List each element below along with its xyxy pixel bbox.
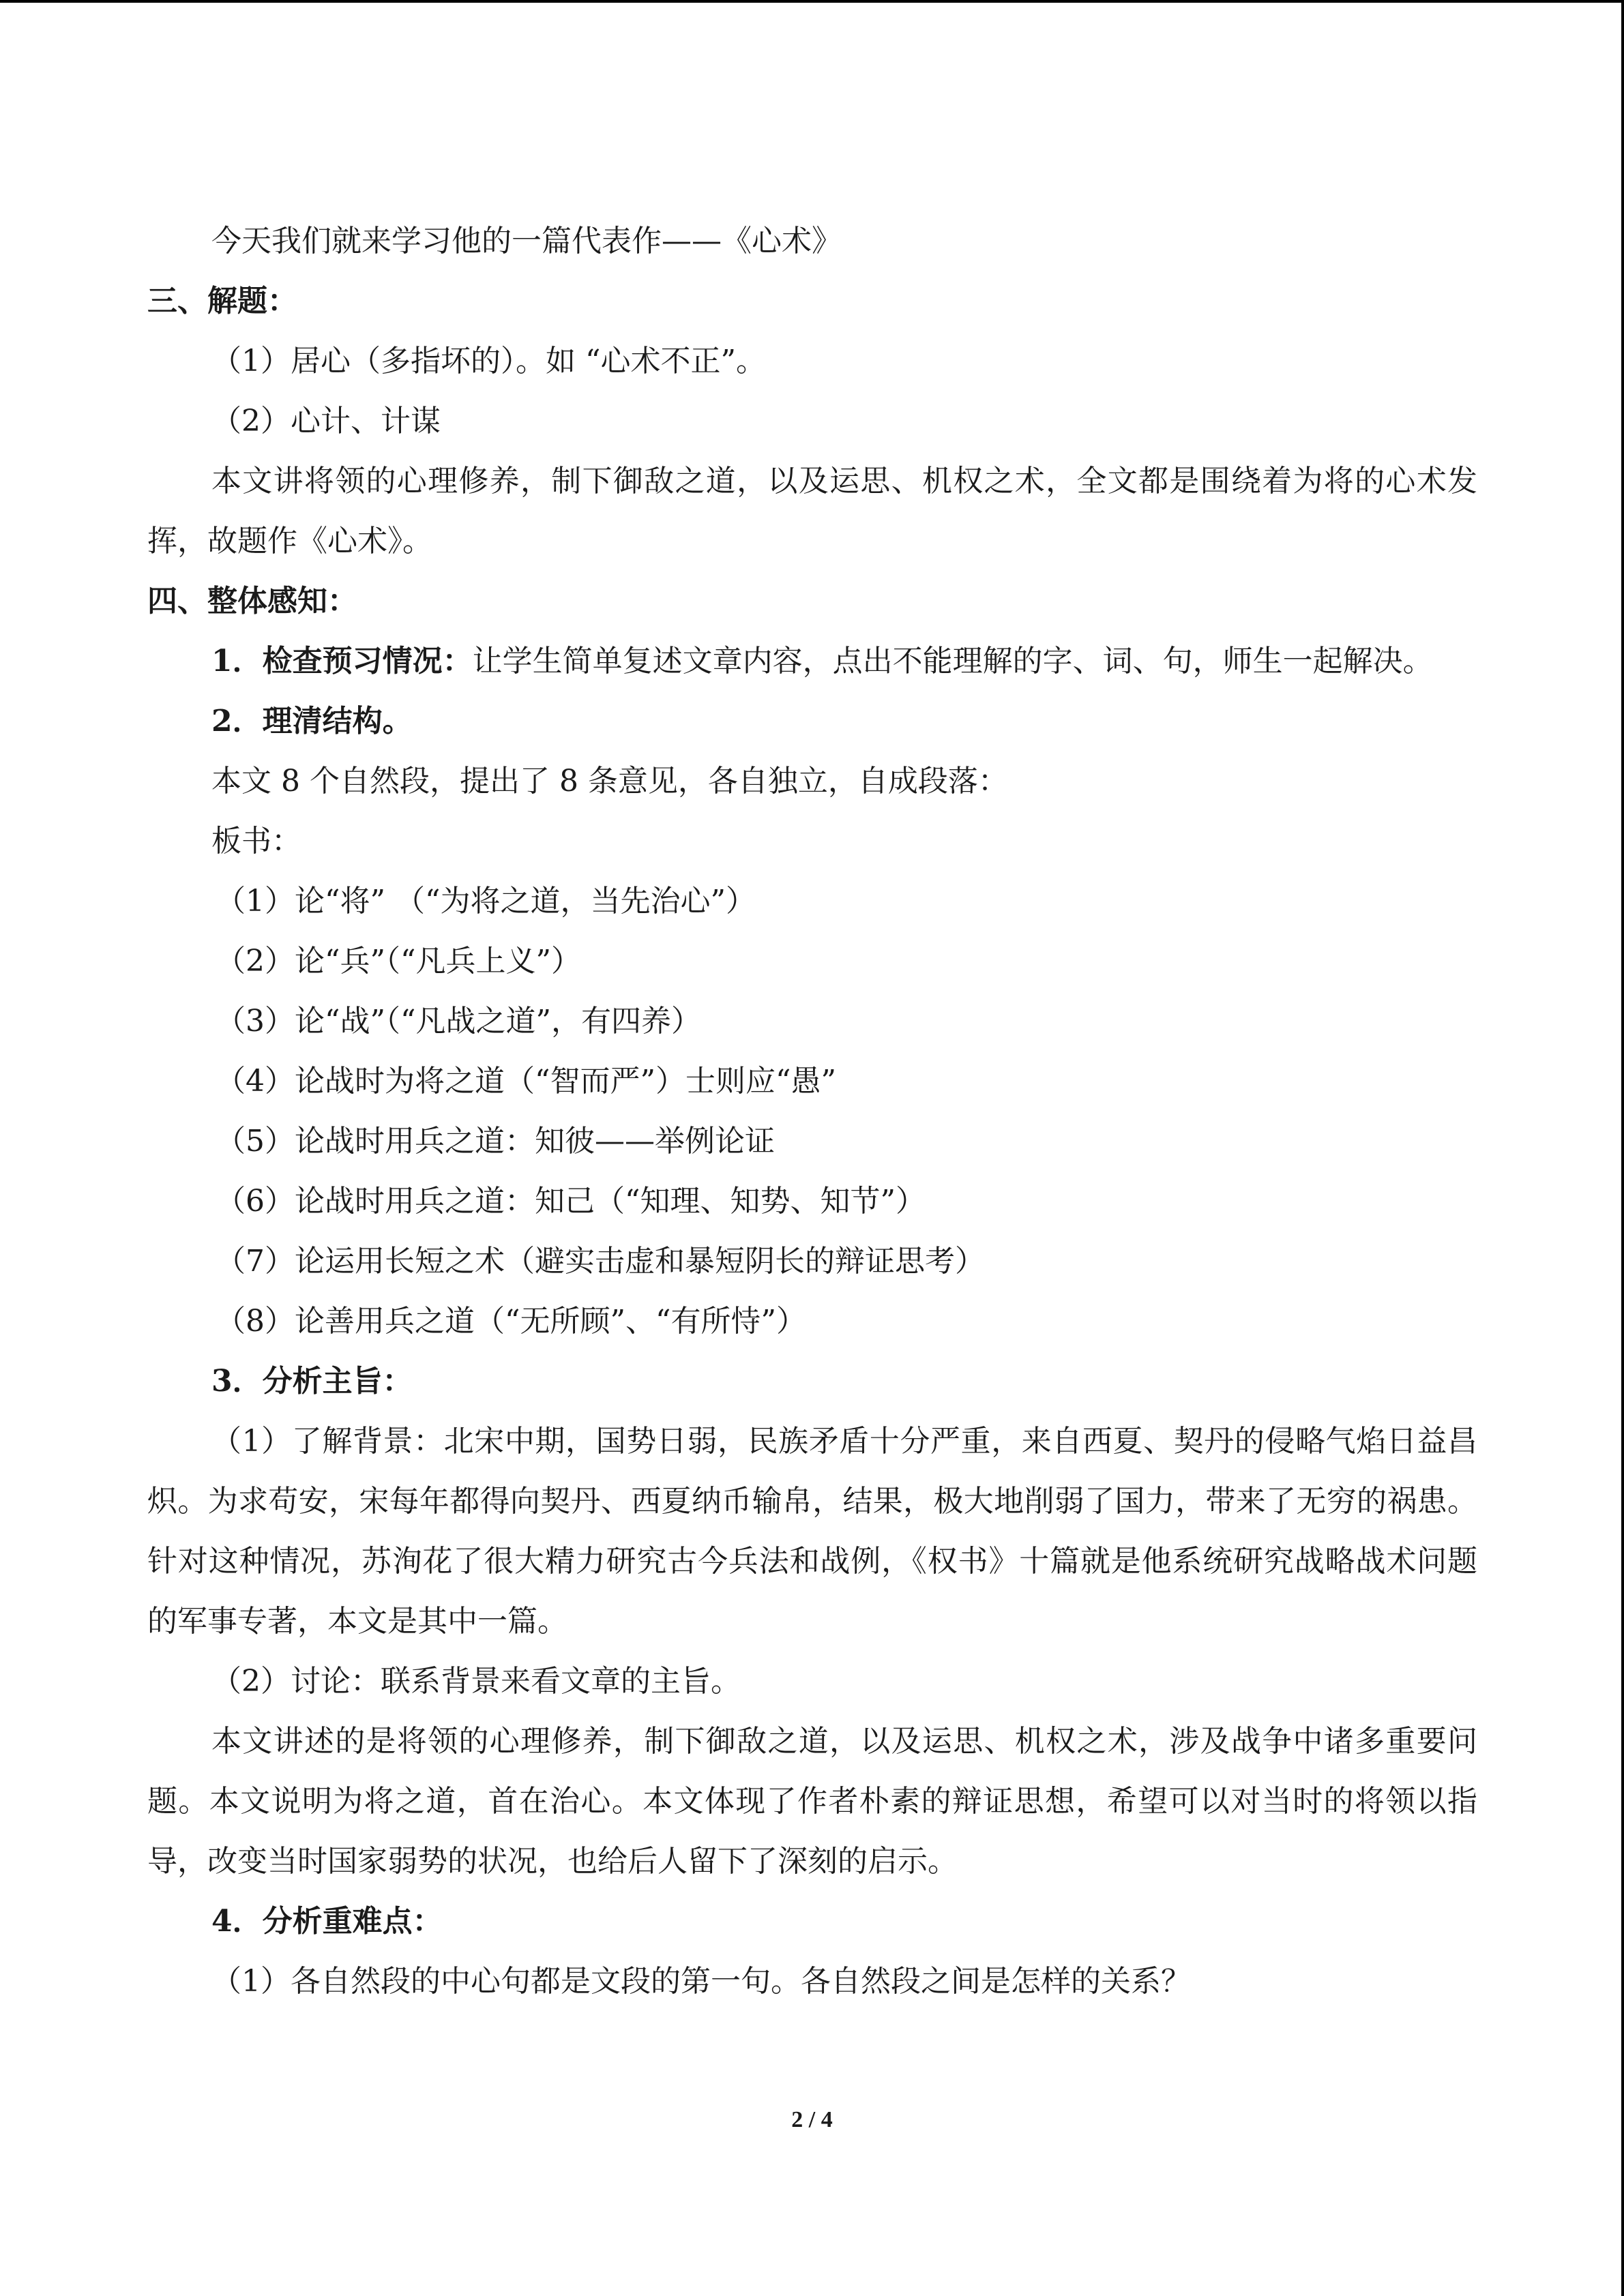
- title-explanation: 本文讲将领的心理修养，制下御敌之道，以及运思、机权之术，全文都是围绕着为将的心术发挥，故题作《心术》。: [147, 464, 1477, 558]
- blackboard-label: 板书：: [211, 824, 301, 859]
- step-4-heading: 4．分析重难点：: [211, 1904, 443, 1939]
- outline-item-4: （4）论战时为将之道（“智而严”）士则应“愚”: [216, 1064, 836, 1099]
- page-number: 2 / 4: [791, 2107, 833, 2132]
- step-2-heading: 2．理清结构。: [211, 704, 413, 739]
- title-meaning-1: （1）居心（多指坏的）。如 “心术不正”。: [211, 344, 766, 378]
- step-1-heading: 1．检查预习情况：: [211, 644, 473, 679]
- outline-item-7: （7）论运用长短之术（避实击虚和暴短阴长的辩证思考）: [216, 1244, 985, 1279]
- outline-item-8: （8）论善用兵之道（“无所顾”、“有所恃”）: [216, 1304, 806, 1339]
- step-1-text: 让学生简单复述文章内容，点出不能理解的字、词、句，师生一起解决。: [472, 644, 1433, 679]
- intro-line: 今天我们就来学习他的一篇代表作——《心术》: [211, 224, 842, 258]
- theme-paragraph: 本文讲述的是将领的心理修养，制下御敌之道，以及运思、机权之术，涉及战争中诸多重要问题。本文说明为将之道，首在治心。本文体现了作者朴素的辩证思想，希望可以对当时的将领以指导，改变当时国家弱势的状况，也给后人留下了深刻的启示。: [147, 1724, 1477, 1879]
- step-1-paragraph: [147, 631, 1477, 691]
- section-heading-3: 三、解题：: [147, 284, 297, 318]
- outline-item-2: （2）论“兵”（“凡兵上义”）: [216, 944, 581, 979]
- document-body: [147, 211, 1477, 2012]
- outline-item-3: （3）论“战”（“凡战之道”，有四养）: [216, 1004, 701, 1039]
- structure-summary: 本文 8 个自然段，提出了 8 条意见，各自独立，自成段落：: [211, 764, 1008, 799]
- page-border-right: [1621, 0, 1624, 2296]
- outline-item-6: （6）论战时用兵之道：知己（“知理、知势、知节”）: [216, 1184, 926, 1219]
- section-heading-4: 四、整体感知：: [147, 584, 357, 618]
- page-border-top: [0, 0, 1624, 3]
- title-meaning-2: （2）心计、计谋: [211, 404, 441, 438]
- outline-item-1: （1）论“将” （“为将之道，当先治心”）: [216, 884, 756, 919]
- outline-item-5: （5）论战时用兵之道：知彼——举例论证: [216, 1124, 775, 1159]
- step-3-heading: 3．分析主旨：: [211, 1364, 413, 1399]
- discussion-line: （2）讨论：联系背景来看文章的主旨。: [211, 1664, 741, 1699]
- background-paragraph: （1）了解背景：北宋中期，国势日弱，民族矛盾十分严重，来自西夏、契丹的侵略气焰日益昌炽。为求苟安，宋每年都得向契丹、西夏纳币输帛，结果，极大地削弱了国力，带来了无穷的祸患。针对这种情况，苏洵花了很大精力研究古今兵法和战例，《权书》十篇就是他系统研究战略战术问题的军事专著，本文是其中一篇。: [147, 1424, 1477, 1639]
- difficulty-question-1: （1）各自然段的中心句都是文段的第一句。各自然段之间是怎样的关系？: [211, 1964, 1191, 1999]
